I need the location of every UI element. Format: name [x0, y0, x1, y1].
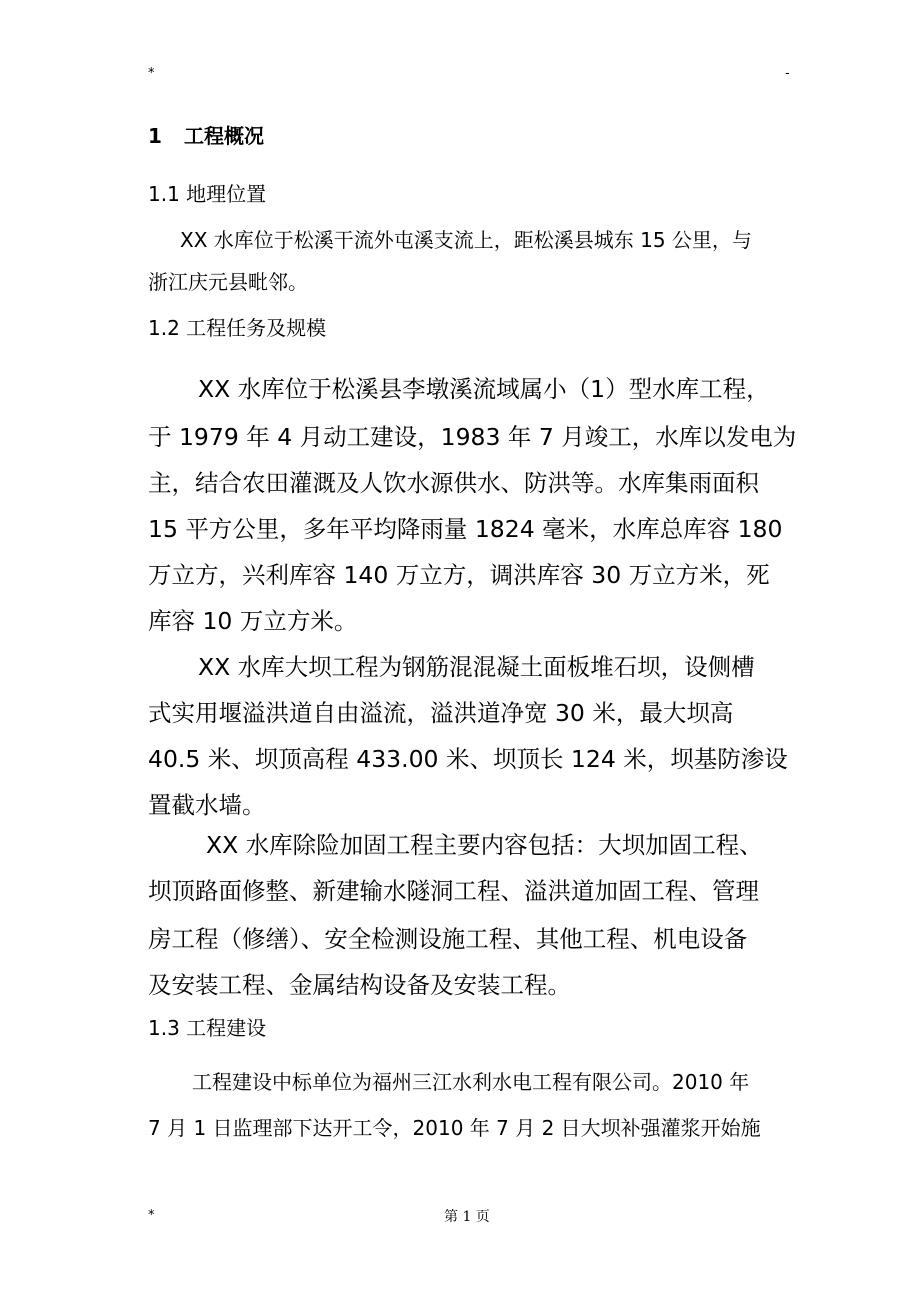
paragraph-line: 工程建设中标单位为福州三江水利水电工程有限公司。2010 年 — [192, 1070, 750, 1094]
section-heading — [148, 120, 264, 149]
paragraph-line: 及安装工程、金属结构设备及安装工程。 — [148, 971, 571, 999]
paragraph-line: XX 水库位于松溪县李墩溪流域属小（1）型水库工程， — [198, 375, 770, 403]
paragraph-line: 库容 10 万立方米。 — [148, 607, 358, 635]
paragraph-line: 40.5 米、坝顶高程 433.00 米、坝顶长 124 米，坝基防渗设 — [148, 745, 788, 773]
paragraph-line: XX 水库位于松溪干流外屯溪支流上，距松溪县城东 15 公里，与 — [180, 228, 752, 252]
paragraph-line: 置截水墙。 — [148, 791, 266, 819]
paragraph-line: 于 1979 年 4 月动工建设，1983 年 7 月竣工，水库以发电为 — [148, 423, 797, 451]
paragraph-line: 浙江庆元县毗邻。 — [148, 270, 308, 294]
paragraph-line: 主，结合农田灌溉及人饮水源供水、防洪等。水库集雨面积 — [148, 469, 759, 497]
paragraph-line: 15 平方公里，多年平均降雨量 1824 毫米，水库总库容 180 — [148, 515, 783, 543]
header-left-mark: * — [148, 66, 155, 81]
paragraph-line: 万立方，兴利库容 140 万立方，调洪库容 30 万立方米，死 — [148, 561, 770, 589]
footer-left-mark: * — [148, 1208, 155, 1223]
paragraph-line: 房工程（修缮）、安全检测设施工程、其他工程、机电设备 — [148, 925, 748, 953]
page-number: 第 1 页 — [444, 1209, 490, 1225]
subsection-heading-1-3: 1.3 工程建设 — [148, 1016, 267, 1040]
paragraph-line: XX 水库大坝工程为钢筋混混凝土面板堆石坝，设侧槽 — [198, 653, 755, 681]
paragraph-line: XX 水库除险加固工程主要内容包括：大坝加固工程、 — [206, 831, 763, 859]
paragraph-line: 式实用堰溢洪道自由溢流，溢洪道净宽 30 米，最大坝高 — [148, 699, 734, 727]
subsection-heading-1-1: 1.1 地理位置 — [148, 182, 267, 206]
section-number: 1 — [148, 124, 162, 148]
section-title: 工程概况 — [184, 124, 264, 148]
header-right-mark: - — [785, 66, 790, 81]
subsection-heading-1-2: 1.2 工程任务及规模 — [148, 316, 327, 340]
paragraph-line: 7 月 1 日监理部下达开工令，2010 年 7 月 2 日大坝补强灌浆开始施 — [148, 1116, 761, 1140]
paragraph-line: 坝顶路面修整、新建输水隧洞工程、溢洪道加固工程、管理 — [148, 877, 759, 905]
